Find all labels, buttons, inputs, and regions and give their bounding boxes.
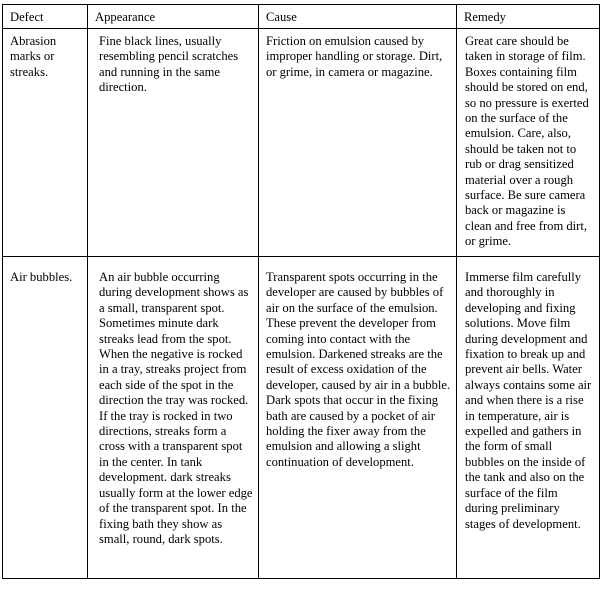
cell-cause: [259, 257, 457, 579]
header-remedy: Remedy: [457, 5, 600, 29]
remedy-text: Great care should be taken in storage of film. Boxes containing film should be stored on end, so no pressure is exerted on the surface of the emulsion. Care, also, should be taken not to rub or drag sensitized material over a rough surface. Be sure camera back or magazine is clean and free from dirt, or grime.: [465, 34, 589, 249]
appearance-text: An air bubble occurring during development shows as a small, transparent spot. Sometimes minute dark streaks lead from the spot. When the negative is rocked in a tray, streaks project from each side of the spot in the direction the tray was rocked. If the tray is rocked in two directions, streaks form a cross with a transparent spot in the center. In tank development. dark streaks usually form at the lower edge of the transparent spot. In the fixing bath they show as small, round, dark spots.: [99, 270, 253, 546]
header-defect: Defect: [3, 5, 88, 29]
cause-text: Friction on emulsion caused by improper handling or storage. Dirt, or grime, in camera or magazine.: [266, 34, 443, 79]
cell-defect: [3, 29, 88, 257]
defect-text: Air bubbles.: [10, 270, 73, 284]
table-row: [3, 29, 600, 257]
cell-defect: [3, 257, 88, 579]
cell-appearance: [88, 29, 259, 257]
cause-text: Transparent spots occurring in the developer are caused by bubbles of air on the surface of the emulsion. These prevent the developer from coming into contact with the emulsion. Darkened streaks are the result of excess oxidation of the developer, caused by air in a bubble. Dark spots that occur in the fixing bath are caused by a pocket of air holding the fixer away from the emulsion and allowing a slight continuation of development.: [266, 270, 451, 469]
table-row: [3, 257, 600, 579]
cell-remedy: [457, 257, 600, 579]
remedy-text: Immerse film carefully and thoroughly in developing and fixing solutions. Move film during development and fixation to break up and prevent air bells. Water always contains some air and when there is a rise in temperature, air is expelled and gathers in the form of small bubbles on the inside of the tank and also on the surface of the film during preliminary stages of development.: [465, 270, 592, 531]
header-appearance: Appearance: [88, 5, 259, 29]
defects-table: [2, 4, 600, 579]
header-cause: Cause: [259, 5, 457, 29]
cell-appearance: [88, 257, 259, 579]
cell-remedy: [457, 29, 600, 257]
defect-text: Abrasion marks or streaks.: [10, 34, 57, 79]
cell-cause: [259, 29, 457, 257]
appearance-text: Fine black lines, usually resembling pencil scratches and running in the same direction.: [99, 34, 239, 95]
table-header-row: [3, 5, 600, 29]
